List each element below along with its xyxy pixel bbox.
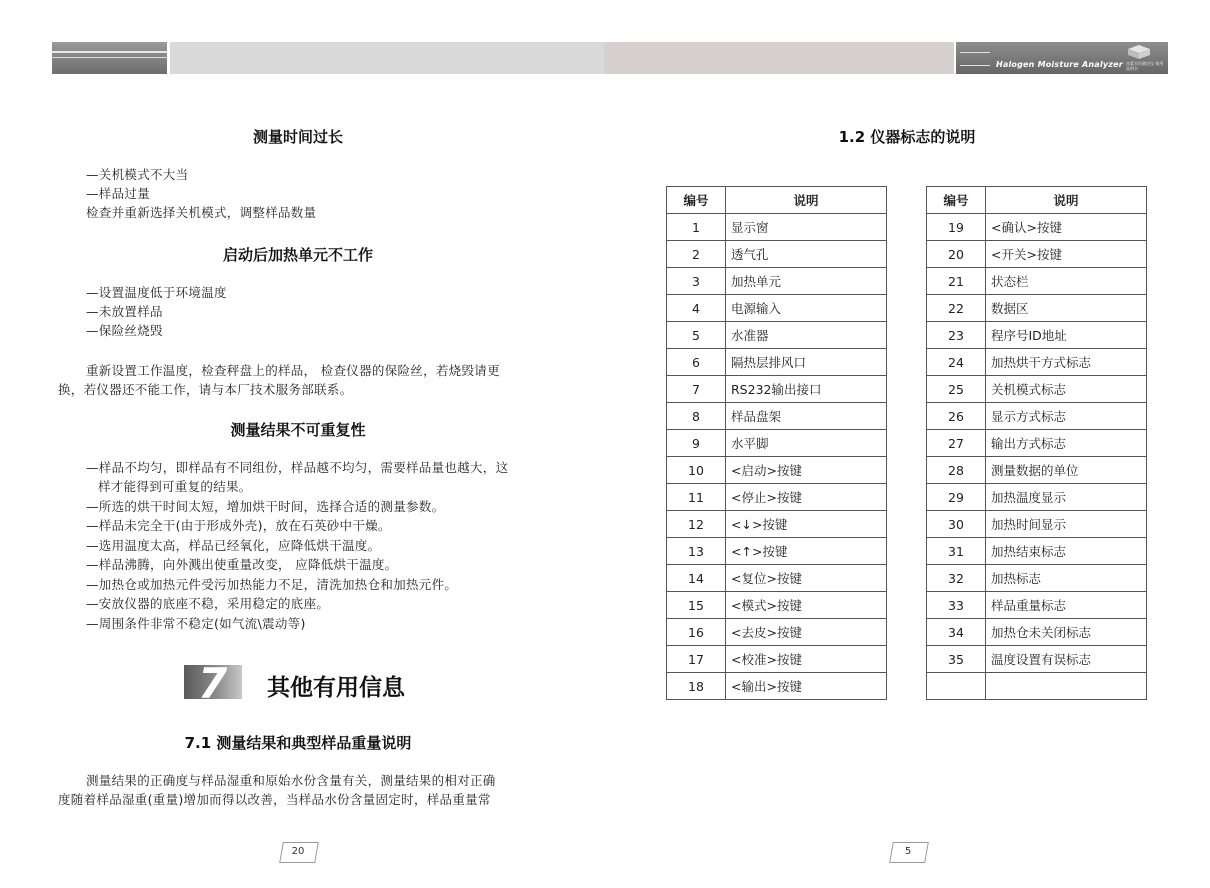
cell-number: 4 [667, 295, 726, 322]
text-line: 检查并重新选择关机模式，调整样品数量 [86, 205, 317, 220]
cell-description: <确认>按键 [986, 214, 1147, 241]
cell-description: 样品盘架 [726, 403, 887, 430]
table-row [667, 511, 887, 538]
cell-number: 1 [667, 214, 726, 241]
cell-description: 输出方式标志 [986, 430, 1147, 457]
text-line: 样才能得到可重复的结果。 [98, 479, 252, 494]
table-row [667, 295, 887, 322]
cell-number: 9 [667, 430, 726, 457]
cell-number: 27 [927, 430, 986, 457]
section-title-1-2: 1.2 仪器标志的说明 [838, 128, 976, 146]
table-row [927, 376, 1147, 403]
cell-number: 34 [927, 619, 986, 646]
text-line: —设置温度低于环境温度 [86, 285, 227, 300]
table-row [667, 430, 887, 457]
column-header-description: 说明 [986, 187, 1147, 214]
cell-number: 26 [927, 403, 986, 430]
cell-number: 7 [667, 376, 726, 403]
text-line: —未放置样品 [86, 304, 163, 319]
cell-description: 隔热层排风口 [726, 349, 887, 376]
table-header-row [927, 187, 1147, 214]
cell-number: 17 [667, 646, 726, 673]
table-row [667, 565, 887, 592]
table-row [927, 673, 1147, 700]
marker-table-left [666, 186, 887, 700]
text-line: —样品沸腾，向外溅出使重量改变， 应降低烘干温度。 [86, 557, 398, 572]
column-header-description: 说明 [726, 187, 887, 214]
cell-number: 23 [927, 322, 986, 349]
cell-description: 加热温度显示 [986, 484, 1147, 511]
brand-title: Halogen Moisture Analyzer [996, 60, 1123, 69]
cell-description: 加热烘干方式标志 [986, 349, 1147, 376]
cell-description: <开关>按键 [986, 241, 1147, 268]
table-row [667, 322, 887, 349]
paragraph-line: 换，若仪器还不能工作，请与本厂技术服务部联系。 [58, 382, 353, 397]
table-row [667, 673, 887, 700]
cell-number: 20 [927, 241, 986, 268]
column-header-number: 编号 [667, 187, 726, 214]
cell-description: 样品重量标志 [986, 592, 1147, 619]
cell-number: 18 [667, 673, 726, 700]
cell-description [986, 673, 1147, 700]
cell-description: <输出>按键 [726, 673, 887, 700]
cell-description: 显示方式标志 [986, 403, 1147, 430]
header-bar-light [170, 42, 604, 74]
page-number-left: 20 [291, 846, 305, 857]
cell-number: 24 [927, 349, 986, 376]
cell-description: <校准>按键 [726, 646, 887, 673]
text-line: —所选的烘干时间太短，增加烘干时间，选择合适的测量参数。 [86, 499, 445, 514]
cell-description: 水平脚 [726, 430, 887, 457]
text-line: —保险丝烧毁 [86, 323, 163, 338]
table-row [927, 592, 1147, 619]
cell-number: 33 [927, 592, 986, 619]
table-row [667, 376, 887, 403]
cell-description: 电源输入 [726, 295, 887, 322]
cell-description: 状态栏 [986, 268, 1147, 295]
cell-number: 31 [927, 538, 986, 565]
table-row [927, 349, 1147, 376]
cell-number: 30 [927, 511, 986, 538]
table-row [927, 619, 1147, 646]
table-row [667, 241, 887, 268]
cell-number: 35 [927, 646, 986, 673]
column-header-number: 编号 [927, 187, 986, 214]
table-row [667, 349, 887, 376]
cell-description: <复位>按键 [726, 565, 887, 592]
cell-number: 22 [927, 295, 986, 322]
cell-description: 水准器 [726, 322, 887, 349]
cell-description: 数据区 [986, 295, 1147, 322]
cell-description: 温度设置有误标志 [986, 646, 1147, 673]
cell-number: 5 [667, 322, 726, 349]
table-row [927, 457, 1147, 484]
cell-number: 6 [667, 349, 726, 376]
cell-description: <启动>按键 [726, 457, 887, 484]
chapter-number: 7 [198, 665, 228, 699]
table-row [927, 646, 1147, 673]
chapter-number-badge [184, 665, 242, 699]
table-row [927, 484, 1147, 511]
cell-number: 28 [927, 457, 986, 484]
section-title-7-1: 7.1 测量结果和典型样品重量说明 [184, 734, 412, 752]
cube-logo-icon [1126, 44, 1152, 60]
section-title-heater-not-working: 启动后加热单元不工作 [222, 246, 373, 264]
cell-description: <↑>按键 [726, 538, 887, 565]
table-row [927, 214, 1147, 241]
table-row [927, 511, 1147, 538]
cell-description: 加热时间显示 [986, 511, 1147, 538]
table-row [667, 646, 887, 673]
text-line: —选用温度太高，样品已经氧化，应降低烘干温度。 [86, 538, 381, 553]
cell-description: 加热单元 [726, 268, 887, 295]
cell-number: 25 [927, 376, 986, 403]
text-line: —安放仪器的底座不稳，采用稳定的底座。 [86, 596, 330, 611]
cell-description: <模式>按键 [726, 592, 887, 619]
table-row [927, 268, 1147, 295]
table-row [927, 241, 1147, 268]
cell-description: 测量数据的单位 [986, 457, 1147, 484]
cell-number: 32 [927, 565, 986, 592]
table-row [667, 214, 887, 241]
text-line: —周围条件非常不稳定(如气流\震动等) [86, 616, 306, 631]
cell-number [927, 673, 986, 700]
page-number-right: 5 [904, 846, 912, 857]
cell-description: 显示窗 [726, 214, 887, 241]
header-brand [956, 42, 1168, 74]
cell-description: 关机模式标志 [986, 376, 1147, 403]
table-row [667, 619, 887, 646]
cell-number: 21 [927, 268, 986, 295]
cell-description: <↓>按键 [726, 511, 887, 538]
table-row [927, 295, 1147, 322]
cell-number: 3 [667, 268, 726, 295]
cell-number: 13 [667, 538, 726, 565]
header-bar-dark [52, 42, 167, 74]
paragraph-line: 测量结果的正确度与样品湿重和原始水份含量有关，测量结果的相对正确 [86, 773, 496, 788]
cell-number: 29 [927, 484, 986, 511]
cell-number: 16 [667, 619, 726, 646]
cell-description: <去皮>按键 [726, 619, 887, 646]
table-row [927, 403, 1147, 430]
table-row [927, 322, 1147, 349]
cell-description: 加热结束标志 [986, 538, 1147, 565]
cell-description: 加热仓未关闭标志 [986, 619, 1147, 646]
table-row [927, 430, 1147, 457]
cell-number: 15 [667, 592, 726, 619]
paragraph-line: 度随着样品湿重(重量)增加而得以改善，当样品水份含量固定时，样品重量常 [58, 792, 491, 807]
section-title-long-measure-time: 测量时间过长 [252, 128, 343, 146]
cell-description: 透气孔 [726, 241, 887, 268]
table-row [667, 457, 887, 484]
section-title-not-repeatable: 测量结果不可重复性 [230, 421, 366, 439]
brand-lines-decoration [960, 52, 990, 66]
header-bar-warm [604, 42, 954, 74]
cell-number: 14 [667, 565, 726, 592]
table-row [667, 538, 887, 565]
cell-description: <停止>按键 [726, 484, 887, 511]
table-row [927, 565, 1147, 592]
table-row [667, 592, 887, 619]
text-line: —样品过量 [86, 186, 151, 201]
brand-subtitle: 卤素水份测定仪 使用说明书 [1126, 61, 1164, 71]
cell-number: 12 [667, 511, 726, 538]
text-line: —关机模式不大当 [86, 167, 189, 182]
text-line: —样品不均匀，即样品有不同组份，样品越不均匀，需要样品量也越大，这 [86, 460, 509, 475]
cell-description: 加热标志 [986, 565, 1147, 592]
cell-number: 8 [667, 403, 726, 430]
cell-description: 程序号ID地址 [986, 322, 1147, 349]
chapter-title: 其他有用信息 [267, 675, 405, 701]
marker-table-right [926, 186, 1147, 700]
table-row [667, 403, 887, 430]
text-line: —加热仓或加热元件受污加热能力不足，清洗加热仓和加热元件。 [86, 577, 458, 592]
cell-number: 19 [927, 214, 986, 241]
cell-description: RS232输出接口 [726, 376, 887, 403]
table-header-row [667, 187, 887, 214]
text-line: —样品未完全干(由于形成外壳)，放在石英砂中干燥。 [86, 518, 391, 533]
table-row [927, 538, 1147, 565]
cell-number: 11 [667, 484, 726, 511]
table-row [667, 484, 887, 511]
cell-number: 10 [667, 457, 726, 484]
cell-number: 2 [667, 241, 726, 268]
paragraph-line: 重新设置工作温度，检查秤盘上的样品， 检查仪器的保险丝，若烧毁请更 [86, 363, 500, 378]
table-row [667, 268, 887, 295]
